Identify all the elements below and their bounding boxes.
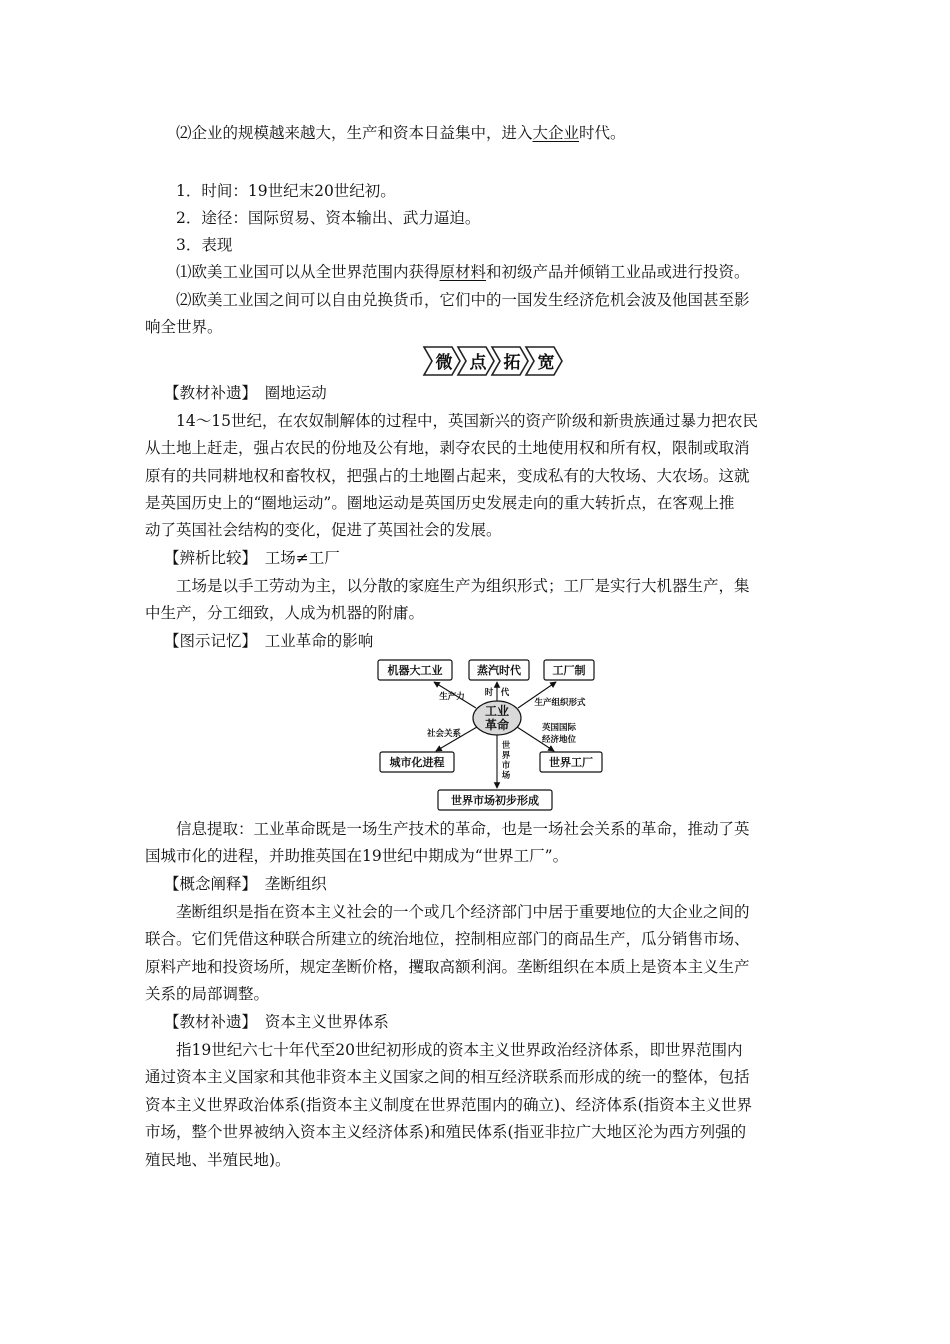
paragraph-line: 市场，整个世界被纳入资本主义经济体系)和殖民体系(指亚非拉广大地区沦为西方列强的 bbox=[145, 1123, 747, 1141]
paragraph-line: 原料产地和投资场所，规定垄断价格，攫取高额利润。垄断组织在本质上是资本主义生产 bbox=[145, 958, 750, 976]
banner-char: 点 bbox=[469, 353, 487, 373]
center-label: 革命 bbox=[484, 718, 510, 732]
paragraph-line: 是英国历史上的“圈地运动”。圈地运动是英国历史发展走向的重大转折点，在客观上推 bbox=[145, 494, 735, 512]
list-item-manifestation: 3．表现 bbox=[176, 236, 233, 254]
arrow-label: 时 bbox=[484, 688, 494, 698]
arrow-label: 代 bbox=[500, 688, 510, 698]
section-banner bbox=[422, 344, 570, 378]
industrial-revolution-diagram bbox=[376, 656, 604, 814]
center-label: 工业 bbox=[484, 704, 510, 718]
paragraph-line: 原有的共同耕地权和畜牧权，把强占的土地圈占起来，变成私有的大牧场、大农场。这就 bbox=[145, 467, 750, 485]
section-heading-workshop-factory: 【辨析比较】 工场≠工厂 bbox=[164, 549, 340, 567]
box-label: 世界市场初步形成 bbox=[451, 794, 539, 807]
arrow-label: 界 bbox=[501, 751, 511, 761]
paragraph-line: 信息提取：工业革命既是一场生产技术的革命，也是一场社会关系的革命，推动了英 bbox=[176, 820, 750, 838]
text-span: 和初级产品并倾销工业品或进行投资。 bbox=[486, 263, 750, 281]
arrow-label: 生产组织形式 bbox=[534, 698, 586, 708]
paragraph-raw-materials bbox=[176, 262, 750, 282]
paragraph-line: 工场是以手工劳动为主，以分散的家庭生产为组织形式；工厂是实行大机器生产，集 bbox=[176, 577, 750, 595]
underlined-term: 大企业 bbox=[532, 124, 580, 142]
box-label: 机器大工业 bbox=[387, 664, 443, 677]
text-span: ⑵企业的规模越来越大，生产和资本日益集中，进入 bbox=[176, 124, 533, 142]
paragraph-line: 关系的局部调整。 bbox=[145, 985, 270, 1003]
paragraph-currency-line1: ⑵欧美工业国之间可以自由兑换货币，它们中的一国发生经济危机会波及他国甚至影 bbox=[176, 291, 750, 309]
section-heading-diagram: 【图示记忆】 工业革命的影响 bbox=[164, 632, 374, 650]
underlined-term: 原材料 bbox=[439, 263, 487, 281]
arrow-label: 市 bbox=[501, 761, 511, 771]
arrow-label: 场 bbox=[501, 771, 511, 781]
section-heading-world-system: 【教材补遗】 资本主义世界体系 bbox=[164, 1013, 389, 1031]
arrow-label: 生产力 bbox=[439, 692, 465, 702]
box-label: 城市化进程 bbox=[389, 756, 445, 769]
paragraph-line: 中生产，分工细致，人成为机器的附庸。 bbox=[145, 604, 425, 622]
arrow-label: 经济地位 bbox=[541, 735, 577, 745]
paragraph-line: 殖民地、半殖民地)。 bbox=[145, 1151, 291, 1169]
paragraph-line: 垄断组织是指在资本主义社会的一个或几个经济部门中居于重要地位的大企业之间的 bbox=[176, 903, 750, 921]
list-item-approach: 2．途径：国际贸易、资本输出、武力逼迫。 bbox=[176, 209, 481, 227]
paragraph-enterprise-scale bbox=[176, 123, 626, 143]
paragraph-line: 动了英国社会结构的变化，促进了英国社会的发展。 bbox=[145, 521, 502, 539]
text-span: 时代。 bbox=[579, 124, 626, 142]
paragraph-line: 14～15世纪，在农奴制解体的过程中，英国新兴的资产阶级和新贵族通过暴力把农民 bbox=[176, 412, 758, 430]
banner-char: 拓 bbox=[503, 353, 521, 373]
section-heading-enclosure: 【教材补遗】 圈地运动 bbox=[164, 384, 327, 402]
paragraph-line: 资本主义世界政治体系(指资本主义制度在世界范围内的确立)、经济体系(指资本主义世界 bbox=[145, 1096, 753, 1114]
list-item-time: 1．时间：19世纪末20世纪初。 bbox=[176, 182, 396, 200]
paragraph-line: 指19世纪六七十年代至20世纪初形成的资本主义世界政治经济体系，即世界范围内 bbox=[176, 1041, 743, 1059]
paragraph-line: 从土地上赶走，强占农民的份地及公有地，剥夺农民的土地使用权和所有权，限制或取消 bbox=[145, 439, 750, 457]
arrow-label: 英国国际 bbox=[541, 723, 577, 733]
paragraph-currency-line2: 响全世界。 bbox=[145, 318, 223, 336]
section-heading-monopoly: 【概念阐释】 垄断组织 bbox=[164, 875, 327, 893]
paragraph-line: 通过资本主义国家和其他非资本主义国家之间的相互经济联系而形成的统一的整体，包括 bbox=[145, 1068, 750, 1086]
arrow-label: 社会关系 bbox=[426, 729, 462, 739]
box-label: 世界工厂 bbox=[549, 756, 593, 769]
arrow-label: 世 bbox=[501, 741, 511, 751]
box-label: 蒸汽时代 bbox=[477, 664, 521, 677]
banner-char: 宽 bbox=[537, 353, 555, 373]
text-span: ⑴欧美工业国可以从全世界范围内获得 bbox=[176, 263, 440, 281]
paragraph-line: 联合。它们凭借这种联合所建立的统治地位，控制相应部门的商品生产，瓜分销售市场、 bbox=[145, 930, 750, 948]
box-label: 工厂制 bbox=[552, 664, 586, 677]
paragraph-line: 国城市化的进程，并助推英国在19世纪中期成为“世界工厂”。 bbox=[145, 847, 569, 865]
banner-char: 微 bbox=[435, 353, 453, 373]
